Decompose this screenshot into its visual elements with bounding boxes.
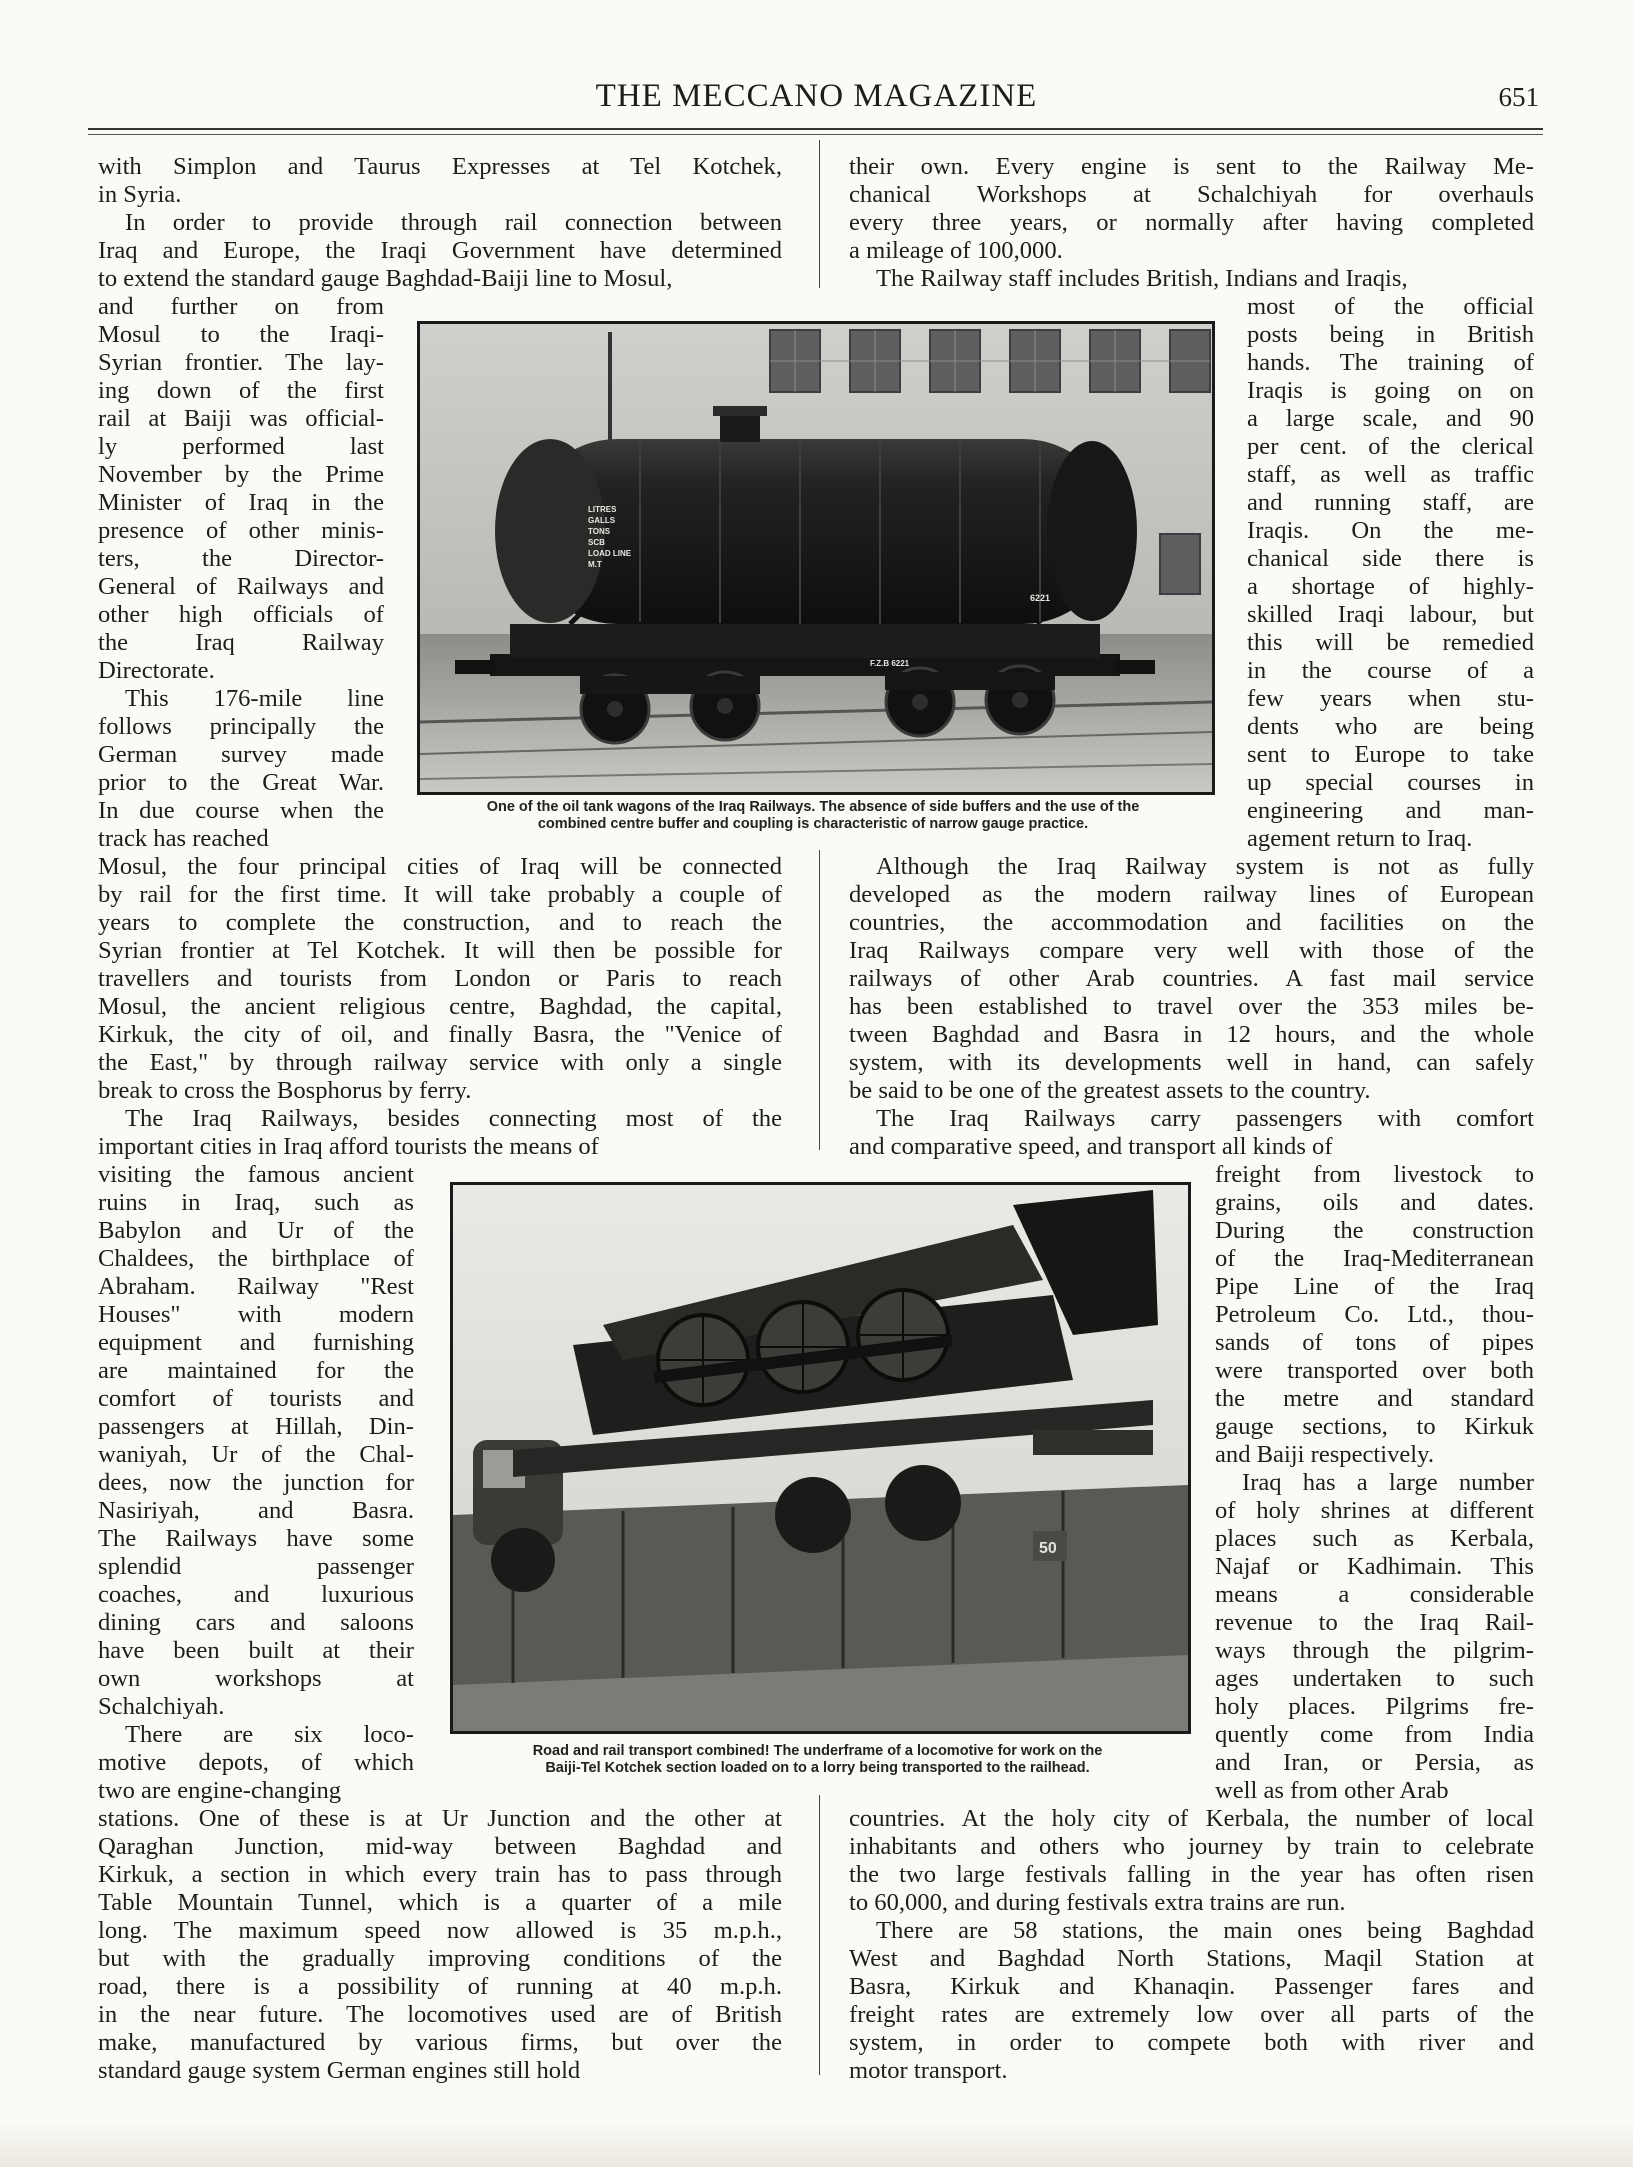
text-line: were transported over both — [1215, 1357, 1534, 1384]
text-line: Mosul to the Iraqi- — [98, 321, 384, 348]
text-line: November by the Prime — [98, 461, 384, 488]
text-line: dining cars and saloons — [98, 1609, 414, 1636]
text-line: In order to provide through rail connection between — [125, 209, 782, 236]
text-line: important cities in Iraq afford tourists the means of — [98, 1133, 599, 1160]
left-column-middle — [98, 853, 782, 1161]
text-line: ters, the Director- — [98, 545, 384, 572]
text-line: presence of other minis- — [98, 517, 384, 544]
text-line: tween Baghdad and Basra in 12 hours, and the whole — [849, 1021, 1534, 1048]
text-line: the metre and standard — [1215, 1385, 1534, 1412]
lorry-locomotive-photo — [450, 1182, 1191, 1734]
text-line: Basra, Kirkuk and Khanaqin. Passenger fares and — [849, 1973, 1534, 2000]
text-line: few years when stu- — [1247, 685, 1534, 712]
text-line: per cent. of the clerical — [1247, 433, 1534, 460]
text-line: ing down of the first — [98, 377, 384, 404]
text-line: travellers and tourists from London or Paris to reach — [98, 965, 782, 992]
text-line: engineering and man- — [1247, 797, 1534, 824]
text-line: railways of other Arab countries. A fast mail service — [849, 965, 1534, 992]
text-line: system, in order to compete both with river and — [849, 2029, 1534, 2056]
text-line: Mosul, the ancient religious centre, Baghdad, the capital, — [98, 993, 782, 1020]
tank-stencil-3: TONS — [588, 527, 611, 536]
text-line: General of Railways and — [98, 573, 384, 600]
text-line: of holy shrines at different — [1215, 1497, 1534, 1524]
text-line: ly performed last — [98, 433, 384, 460]
text-line: other high officials of — [98, 601, 384, 628]
text-line: Syrian frontier. The lay- — [98, 349, 384, 376]
text-line: gauge sections, to Kirkuk — [1215, 1413, 1534, 1440]
text-line: The Iraq Railways carry passengers with comfort — [876, 1105, 1534, 1132]
tank-number: 6221 — [1030, 593, 1051, 603]
text-line: hands. The training of — [1247, 349, 1534, 376]
text-line: equipment and furnishing — [98, 1329, 414, 1356]
tank-stencil-1: LITRES — [588, 505, 617, 514]
text-line: prior to the Great War. — [98, 769, 384, 796]
text-line: long. The maximum speed now allowed is 35 m.p.h., — [98, 1917, 782, 1944]
text-line: During the construction — [1215, 1217, 1534, 1244]
text-line: Mosul, the four principal cities of Iraq will be connected — [98, 853, 782, 880]
text-line: be said to be one of the greatest assets to the country. — [849, 1077, 1371, 1104]
text-line: system, with its developments well in hand, can safely — [849, 1049, 1534, 1076]
text-line: Kirkuk, a section in which every train has to pass through — [98, 1861, 782, 1888]
text-line: to 60,000, and during festivals extra trains are run. — [849, 1889, 1346, 1916]
text-line: dees, now the junction for — [98, 1469, 414, 1496]
column-divider-bottom — [819, 1795, 820, 2075]
text-line: West and Baghdad North Stations, Maqil Station at — [849, 1945, 1534, 1972]
text-line: Najaf or Kadhimain. This — [1215, 1553, 1534, 1580]
text-line: a mileage of 100,000. — [849, 237, 1063, 264]
text-line: the two large festivals falling in the year has often risen — [849, 1861, 1534, 1888]
tank-wagon-photo — [417, 321, 1215, 795]
text-line: of the Iraq-Mediterranean — [1215, 1245, 1534, 1272]
text-line: waniyah, Ur of the Chal- — [98, 1441, 414, 1468]
left-column-narrow-2 — [98, 1161, 414, 1805]
text-line: stations. One of these is at Ur Junction and the other at — [98, 1805, 782, 1832]
text-line: Nasiriyah, and Basra. — [98, 1497, 414, 1524]
text-line: sands of tons of pipes — [1215, 1329, 1534, 1356]
text-line: and Baiji respectively. — [1215, 1441, 1434, 1468]
text-line: Houses" with modern — [98, 1301, 414, 1328]
text-line: this will be remedied — [1247, 629, 1534, 656]
text-line: chanical side there is — [1247, 545, 1534, 572]
text-line: and further on from — [98, 293, 384, 320]
text-line: motor transport. — [849, 2057, 1008, 2084]
text-line: Schalchiyah. — [98, 1693, 225, 1720]
text-line: passengers at Hillah, Din- — [98, 1413, 414, 1440]
text-line: sent to Europe to take — [1247, 741, 1534, 768]
text-line: Qaraghan Junction, mid-way between Baghdad and — [98, 1833, 782, 1860]
text-line: Directorate. — [98, 657, 215, 684]
text-line: standard gauge system German engines still hold — [98, 2057, 581, 2084]
text-line: ways through the pilgrim- — [1215, 1637, 1534, 1664]
text-line: This 176-mile line — [125, 685, 384, 712]
text-line: splendid passenger — [98, 1553, 414, 1580]
text-line: countries, the accommodation and facilities on the — [849, 909, 1534, 936]
text-line: Iraq has a large number — [1242, 1469, 1534, 1496]
text-line: staff, as well as traffic — [1247, 461, 1534, 488]
header-rule — [88, 128, 1543, 130]
text-line: posts being in British — [1247, 321, 1534, 348]
right-column-middle — [849, 853, 1534, 1161]
page-bottom-edge — [0, 2120, 1633, 2167]
text-line: Although the Iraq Railway system is not as fully — [876, 853, 1534, 880]
lorry-locomotive-illustration — [453, 1185, 1188, 1731]
text-line: but with the gradually improving conditions of the — [98, 1945, 782, 1972]
tank-wagon-illustration — [420, 324, 1212, 792]
text-line: Petroleum Co. Ltd., thou- — [1215, 1301, 1534, 1328]
text-line: grains, oils and dates. — [1215, 1189, 1534, 1216]
right-column-top — [849, 153, 1534, 293]
text-line: freight rates are extremely low over all parts of the — [849, 2001, 1534, 2028]
text-line: break to cross the Bosphorus by ferry. — [98, 1077, 472, 1104]
text-line: Abraham. Railway "Rest — [98, 1273, 414, 1300]
text-line: track has reached — [98, 825, 269, 852]
text-line: every three years, or normally after having completed — [849, 209, 1534, 236]
text-line: holy places. Pilgrims fre- — [1215, 1693, 1534, 1720]
text-line: follows principally the — [98, 713, 384, 740]
text-line: coaches, and luxurious — [98, 1581, 414, 1608]
text-line: skilled Iraqi labour, but — [1247, 601, 1534, 628]
tank-stencil-4: SCB — [588, 538, 605, 547]
text-line: by rail for the first time. It will take probably a couple of — [98, 881, 782, 908]
text-line: visiting the famous ancient — [98, 1161, 414, 1188]
text-line: dents who are being — [1247, 713, 1534, 740]
left-column-narrow-1 — [98, 293, 384, 853]
text-line: in Syria. — [98, 181, 182, 208]
text-line: Iraq and Europe, the Iraqi Government have determined — [98, 237, 782, 264]
tank-stencil-2: GALLS — [588, 516, 616, 525]
right-column-narrow-2 — [1215, 1161, 1534, 1805]
text-line: make, manufactured by various firms, but over the — [98, 2029, 782, 2056]
text-line: There are six loco- — [125, 1721, 414, 1748]
text-line: Syrian frontier at Tel Kotchek. It will then be possible for — [98, 937, 782, 964]
text-line: Iraq Railways compare very well with those of the — [849, 937, 1534, 964]
left-column-bottom — [98, 1805, 782, 2085]
text-line: in the near future. The locomotives used are of British — [98, 2001, 782, 2028]
text-line: and comparative speed, and transport all kinds of — [849, 1133, 1333, 1160]
figure2-caption-line2: Baiji-Tel Kotchek section loaded on to a lorry being transported to the railhead. — [545, 1760, 1090, 1776]
text-line: In due course when the — [98, 797, 384, 824]
right-column-bottom — [849, 1805, 1534, 2085]
header-rule-thin — [88, 134, 1543, 135]
left-column-top — [98, 153, 782, 293]
text-line: There are 58 stations, the main ones being Baghdad — [876, 1917, 1534, 1944]
text-line: Table Mountain Tunnel, which is a quarter of a mile — [98, 1889, 782, 1916]
column-divider-mid — [819, 850, 820, 1150]
text-line: Iraqis is going on on — [1247, 377, 1534, 404]
frame-number: F.Z.B 6221 — [870, 659, 910, 668]
magazine-title: THE MECCANO MAGAZINE — [595, 78, 1038, 114]
text-line: their own. Every engine is sent to the Railway Me- — [849, 153, 1534, 180]
text-line: Babylon and Ur of the — [98, 1217, 414, 1244]
text-line: motive depots, of which — [98, 1749, 414, 1776]
text-line: and running staff, are — [1247, 489, 1534, 516]
figure1-caption-line2: combined centre buffer and coupling is characteristic of narrow gauge practice. — [537, 816, 1089, 832]
text-line: have been built at their — [98, 1637, 414, 1664]
text-line: Iraqis. On the me- — [1247, 517, 1534, 544]
text-line: ruins in Iraq, such as — [98, 1189, 414, 1216]
text-line: and Iran, or Persia, as — [1215, 1749, 1534, 1776]
figure1-caption-line1: One of the oil tank wagons of the Iraq Railways. The absence of side buffers and the use of the — [486, 799, 1140, 815]
text-line: road, there is a possibility of running at 40 m.p.h. — [98, 1973, 782, 2000]
right-column-narrow-1 — [1247, 293, 1534, 853]
text-line: revenue to the Iraq Rail- — [1215, 1609, 1534, 1636]
text-line: German survey made — [98, 741, 384, 768]
text-line: inhabitants and others who journey by train to celebrate — [849, 1833, 1534, 1860]
text-line: chanical Workshops at Schalchiyah for overhauls — [849, 181, 1534, 208]
text-line: The Iraq Railways, besides connecting most of the — [125, 1105, 782, 1132]
text-line: ages undertaken to such — [1215, 1665, 1534, 1692]
text-line: rail at Baiji was official- — [98, 405, 384, 432]
text-line: developed as the modern railway lines of European — [849, 881, 1534, 908]
text-line: places such as Kerbala, — [1215, 1525, 1534, 1552]
text-line: own workshops at — [98, 1665, 414, 1692]
text-line: has been established to travel over the 353 miles be- — [849, 993, 1534, 1020]
wagon-number: 50 — [1039, 1540, 1057, 1557]
text-line: are maintained for the — [98, 1357, 414, 1384]
text-line: a shortage of highly- — [1247, 573, 1534, 600]
text-line: comfort of tourists and — [98, 1385, 414, 1412]
tank-stencil-6: M.T — [588, 560, 602, 569]
text-line: the East," by through railway service with only a single — [98, 1049, 782, 1076]
text-line: most of the official — [1247, 293, 1534, 320]
text-line: Kirkuk, the city of oil, and finally Basra, the "Venice of — [98, 1021, 782, 1048]
text-line: agement return to Iraq. — [1247, 825, 1473, 852]
text-line: The Railway staff includes British, Indians and Iraqis, — [876, 265, 1408, 292]
text-line: means a considerable — [1215, 1581, 1534, 1608]
text-line: a large scale, and 90 — [1247, 405, 1534, 432]
text-line: Chaldees, the birthplace of — [98, 1245, 414, 1272]
text-line: with Simplon and Taurus Expresses at Tel Kotchek, — [98, 153, 782, 180]
page-number: 651 — [1498, 82, 1539, 112]
text-line: the Iraq Railway — [98, 629, 384, 656]
text-line: Minister of Iraq in the — [98, 489, 384, 516]
text-line: in the course of a — [1247, 657, 1534, 684]
text-line: The Railways have some — [98, 1525, 414, 1552]
text-line: Pipe Line of the Iraq — [1215, 1273, 1534, 1300]
text-line: countries. At the holy city of Kerbala, the number of local — [849, 1805, 1534, 1832]
text-line: quently come from India — [1215, 1721, 1534, 1748]
figure2-caption-line1: Road and rail transport combined! The underframe of a locomotive for work on the — [532, 1743, 1103, 1759]
text-line: to extend the standard gauge Baghdad-Baiji line to Mosul, — [98, 265, 673, 292]
text-line: up special courses in — [1247, 769, 1534, 796]
tank-stencil-5: LOAD LINE — [588, 549, 632, 558]
text-line: years to complete the construction, and to reach the — [98, 909, 782, 936]
column-divider-top — [819, 140, 820, 288]
text-line: two are engine-changing — [98, 1777, 342, 1804]
text-line: freight from livestock to — [1215, 1161, 1534, 1188]
text-line: well as from other Arab — [1215, 1777, 1449, 1804]
